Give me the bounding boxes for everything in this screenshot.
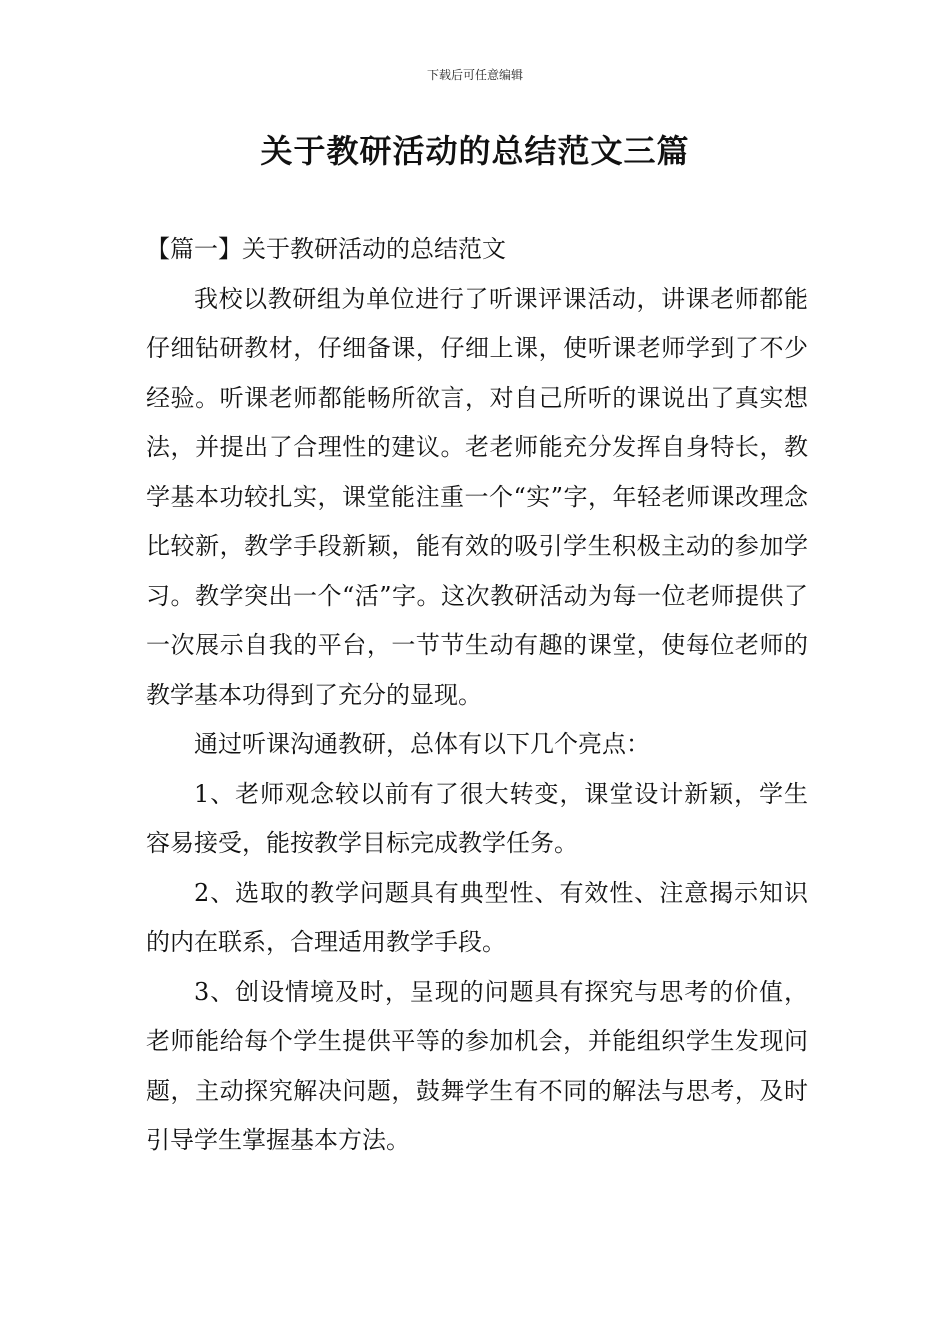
header-note: 下载后可任意编辑 xyxy=(426,68,523,82)
paragraph-point-3: 3、创设情境及时，呈现的问题具有探究与思考的价值，老师能给每个学生提供平等的参加机会，并能组织学生发现问题，主动探究解决问题，鼓舞学生有不同的解法与思考，及时引导学生掌握基本方法。 xyxy=(146,977,808,1154)
paragraph-intro: 我校以教研组为单位进行了听课评课活动，讲课老师都能仔细钻研教材，仔细备课，仔细上课，使听课老师学到了不少经验。听课老师都能畅所欲言，对自己所听的课说出了真实想法，并提出了合理性的建议。老老师能充分发挥自身特长，教学基本功较扎实，课堂能注重一个“实”字，年轻老师课改理念比较新，教学手段新颖，能有效的吸引学生积极主动的参加学习。教学突出一个“活”字。这次教研活动为每一位老师提供了一次展示自我的平台，一节节生动有趣的课堂，使每位老师的教学基本功得到了充分的显现。 xyxy=(146,284,808,709)
section-heading: 【篇一】关于教研活动的总结范文 xyxy=(146,235,506,263)
document-title: 关于教研活动的总结范文三篇 xyxy=(260,132,690,170)
document-body xyxy=(146,225,808,1166)
paragraph-point-1: 1、老师观念较以前有了很大转变，课堂设计新颖，学生容易接受，能按教学目标完成教学任务。 xyxy=(146,779,808,857)
paragraph-point-2: 2、选取的教学问题具有典型性、有效性、注意揭示知识的内在联系，合理适用教学手段。 xyxy=(146,878,808,956)
paragraph-highlights-lead: 通过听课沟通教研，总体有以下几个亮点： xyxy=(194,730,650,758)
